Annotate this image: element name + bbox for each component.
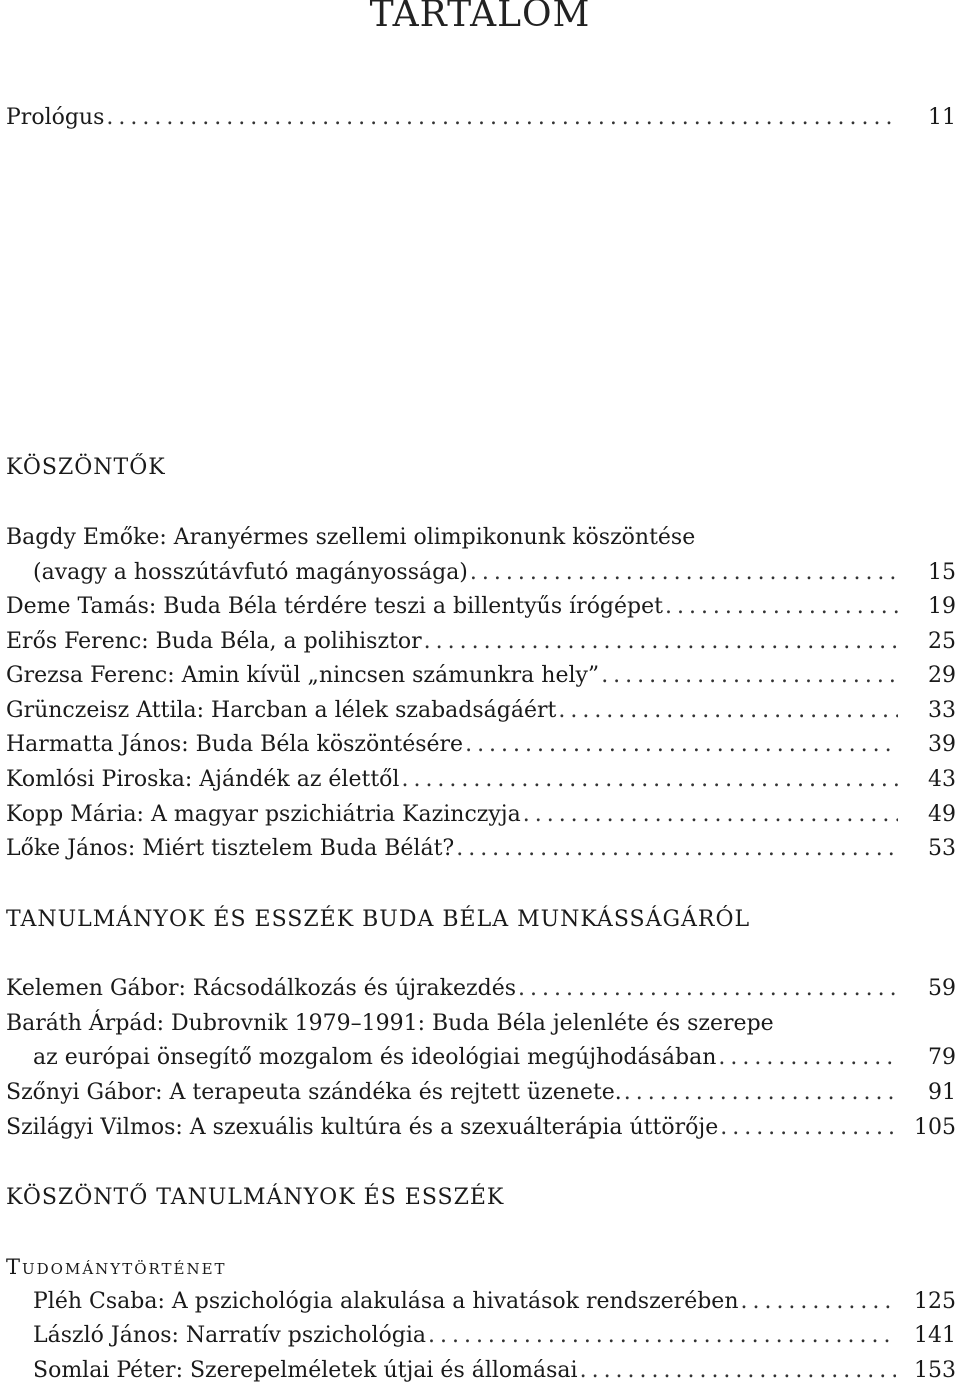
toc-entry[interactable]	[6, 798, 956, 832]
leader-dots	[558, 694, 898, 728]
toc-entry[interactable]	[6, 972, 956, 1006]
toc-page-number: 79	[928, 1045, 956, 1070]
toc-entry-title: Komlósi Piroska: Ajándék az élettől	[6, 767, 400, 792]
toc-entry[interactable]	[6, 1111, 956, 1145]
toc-page-number: 53	[928, 836, 956, 861]
toc-entry-title: Grezsa Ferenc: Amin kívül „nincsen számunkra hely”	[6, 663, 600, 688]
leader-dots	[465, 728, 898, 762]
toc-page-number: 25	[928, 629, 956, 654]
toc-entry-title: Prológus	[6, 105, 105, 130]
toc-page-number: 59	[928, 976, 956, 1001]
toc-entry[interactable]	[6, 763, 956, 797]
toc-entry-title: Szilágyi Vilmos: A szexuális kultúra és a szexuálterápia úttörője	[6, 1115, 719, 1140]
toc-entry[interactable]	[33, 556, 956, 590]
toc-entry-title-line1: Baráth Árpád: Dubrovnik 1979–1991: Buda Béla jelenléte és szerepe	[6, 1011, 774, 1036]
leader-dots	[518, 972, 898, 1006]
page-title: TARTALOM	[369, 0, 591, 35]
toc-page-number: 141	[914, 1323, 956, 1348]
toc-entry[interactable]	[6, 694, 956, 728]
section-heading-greeting-studies: KÖSZÖNTŐ TANULMÁNYOK ÉS ESSZÉK	[6, 1185, 505, 1210]
leader-dots	[718, 1041, 898, 1075]
leader-dots	[456, 832, 898, 866]
toc-entry-title: Erős Ferenc: Buda Béla, a polihisztor	[6, 629, 422, 654]
toc-page-number: 153	[914, 1358, 956, 1383]
toc-entry-prologue[interactable]	[6, 101, 956, 135]
toc-entry-title: Szőnyi Gábor: A terapeuta szándéka és rejtett üzenete.	[6, 1080, 622, 1105]
toc-entry[interactable]	[33, 1041, 956, 1075]
toc-entry[interactable]	[6, 728, 956, 762]
leader-dots	[740, 1285, 896, 1319]
leader-dots	[470, 556, 898, 590]
leader-dots	[720, 1111, 896, 1145]
toc-entry-title: Pléh Csaba: A pszichológia alakulása a hivatások rendszerében	[33, 1289, 739, 1314]
leader-dots	[424, 625, 898, 659]
toc-entry-title-line1: Bagdy Emőke: Aranyérmes szellemi olimpikonunk köszöntése	[6, 525, 696, 550]
toc-page-number: 39	[928, 732, 956, 757]
toc-entry-title: Harmatta János: Buda Béla köszöntésére	[6, 732, 464, 757]
toc-entry[interactable]	[6, 832, 956, 866]
toc-entry-title: Grünczeisz Attila: Harcban a lélek szabadságáért	[6, 698, 557, 723]
toc-page-number: 105	[914, 1115, 956, 1140]
toc-page-number: 29	[928, 663, 956, 688]
toc-entry[interactable]	[33, 1285, 956, 1319]
toc-entry[interactable]	[6, 625, 956, 659]
toc-page-number: 43	[928, 767, 956, 792]
toc-page-number: 11	[928, 105, 956, 130]
leader-dots	[601, 659, 898, 693]
toc-page-number: 125	[914, 1289, 956, 1314]
leader-dots	[428, 1319, 896, 1353]
toc-entry-title: Kopp Mária: A magyar pszichiátria Kazinczyja	[6, 802, 521, 827]
leader-dots	[665, 590, 898, 624]
toc-entry-title: az európai önsegítő mozgalom és ideológiai megújhodásában	[33, 1045, 717, 1070]
toc-page-number: 19	[928, 594, 956, 619]
toc-page-number: 33	[928, 698, 956, 723]
section-heading-greetings: KÖSZÖNTŐK	[6, 455, 166, 480]
toc-page-number: 15	[928, 560, 956, 585]
toc-entry-title: (avagy a hosszútávfutó magányossága)	[33, 560, 468, 585]
toc-entry[interactable]	[33, 1354, 956, 1388]
leader-dots	[401, 763, 898, 797]
toc-entry[interactable]	[6, 590, 956, 624]
toc-entry[interactable]	[6, 1076, 956, 1110]
toc-entry-title: Kelemen Gábor: Rácsodálkozás és újrakezdés	[6, 976, 517, 1001]
toc-entry-title: Somlai Péter: Szerepelméletek útjai és állomásai	[33, 1358, 578, 1383]
leader-dots	[106, 101, 898, 135]
toc-entry[interactable]	[33, 1319, 956, 1353]
leader-dots	[580, 1354, 896, 1388]
toc-entry-title: Deme Tamás: Buda Béla térdére teszi a billentyűs írógépet	[6, 594, 663, 619]
toc-entry-title: Lőke János: Miért tisztelem Buda Bélát?	[6, 836, 455, 861]
toc-page-number: 49	[928, 802, 956, 827]
toc-entry[interactable]	[6, 659, 956, 693]
toc-entry-title: László János: Narratív pszichológia	[33, 1323, 426, 1348]
section-heading-studies: TANULMÁNYOK ÉS ESSZÉK BUDA BÉLA MUNKÁSSÁGÁRÓL	[6, 907, 751, 932]
subsection-heading-history: Tudománytörténet	[6, 1255, 227, 1279]
leader-dots	[624, 1076, 898, 1110]
toc-page-number: 91	[928, 1080, 956, 1105]
leader-dots	[523, 798, 898, 832]
